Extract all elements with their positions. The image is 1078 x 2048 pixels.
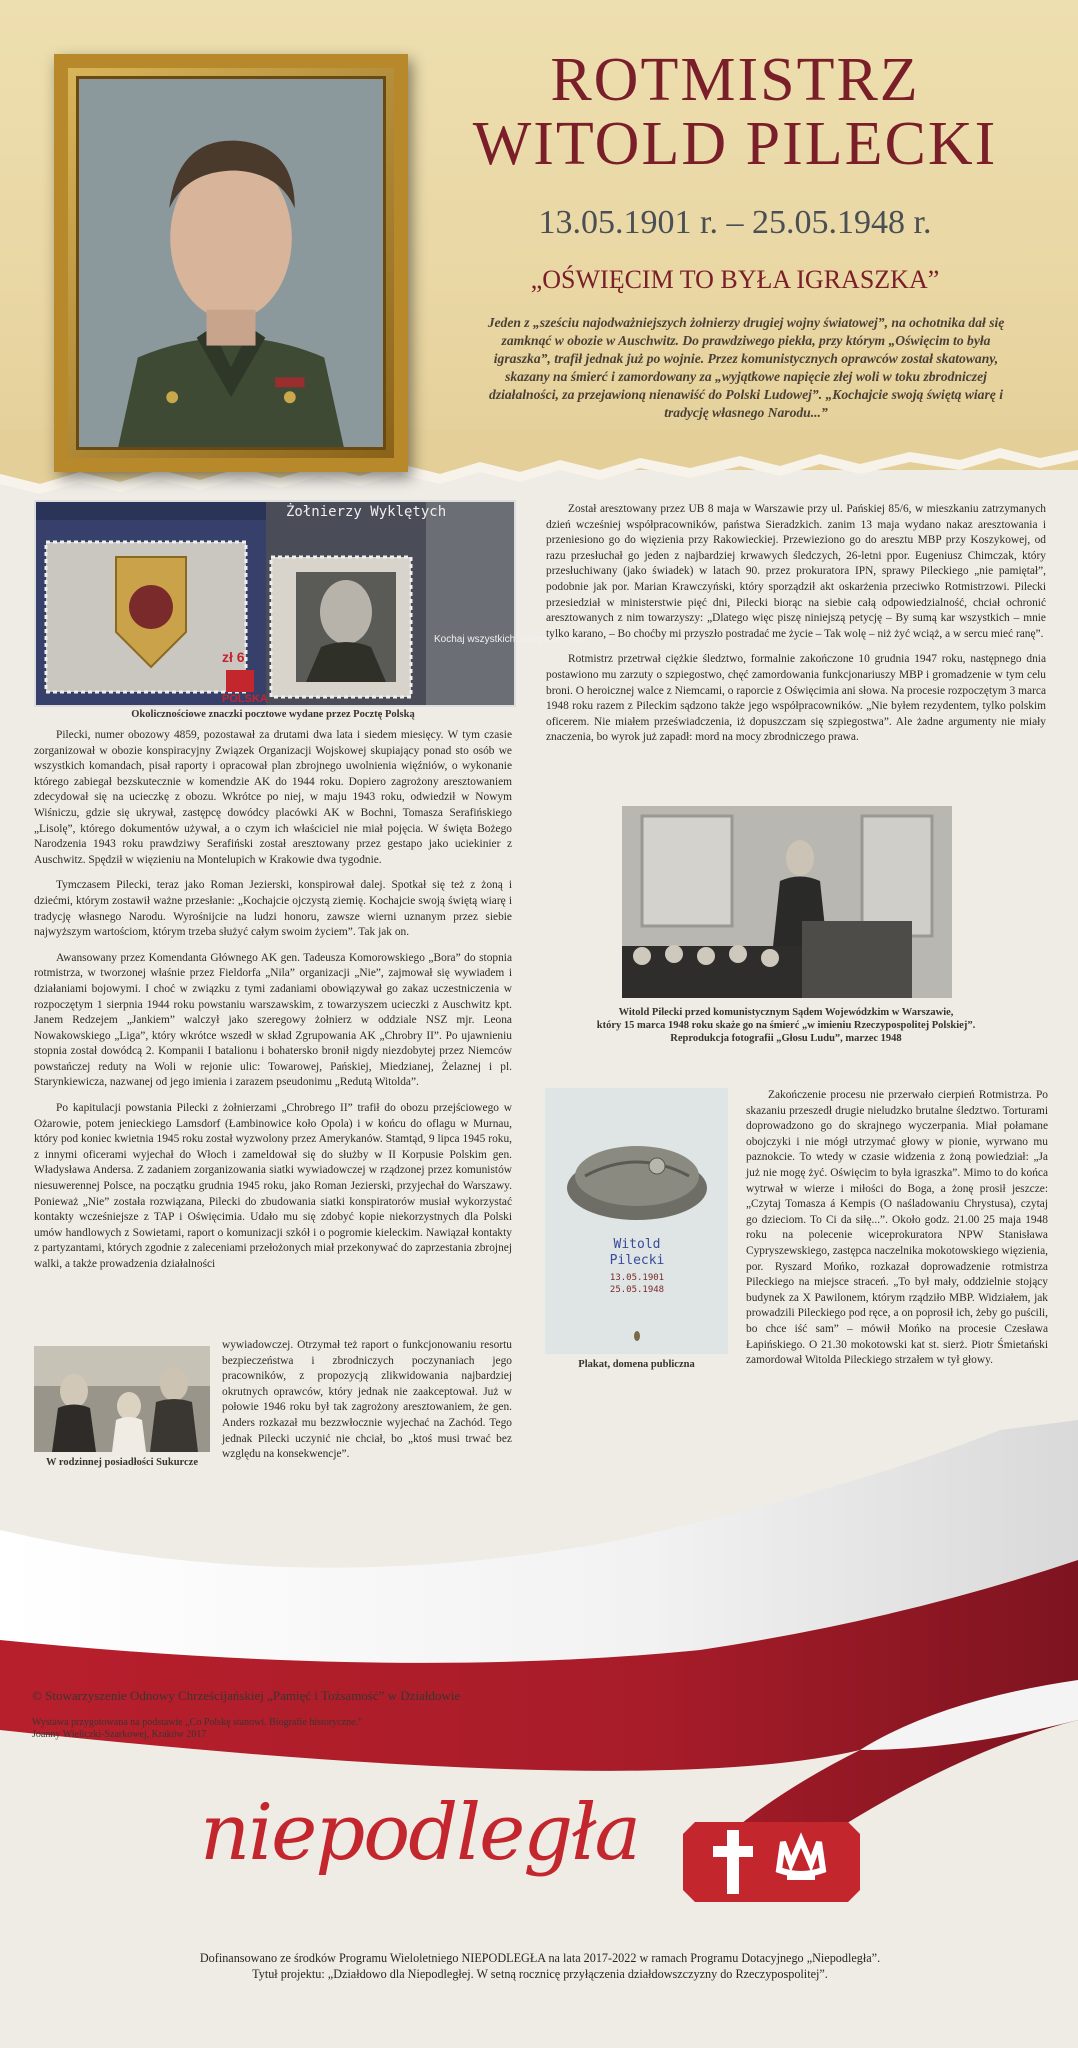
court-caption-line2: który 15 marca 1948 roku skaże go na śmierć „w imieniu Rzeczypospolitej Polskiej”.	[596, 1020, 976, 1031]
poster-date2: 25.05.1948	[609, 1285, 665, 1295]
copyright-text: © Stowarzyszenie Odnowy Chrześcijańskiej „Pamięć i Tożsamość” w Działdowie	[32, 1688, 461, 1703]
poster-name-line2: Pilecki	[609, 1253, 665, 1268]
right-paragraph-2: Rotmistrz przetrwał ciężkie śledztwo, formalnie zakończone 10 grudnia 1947 roku, następnego dnia postawiono mu zarzuty o szpiegostwo, chęć zamordowania funkcjonariuszy MBP i gromadzenie w tym celu broni. O heroicznej walce z Niemcami, o raporcie z Oświęcimia ani słowa. Na procesie rozpoczętym 3 marca 1948 roku razem z Pileckim sądzono także jego współpracowników. „Nie byłem rezydentem, tylko polskim oficerem. Nie miałem przeświadczenia, iż dopuszczam się szpiegostwa”. Ale żadne argumenty nie miały znaczenia, bo wyrok już zapadł: mord na mocy zbrodniczego prawa.	[546, 653, 1046, 744]
right-paragraph-1: Został aresztowany przez UB 8 maja w Warszawie przy ul. Pańskiej 85/6, w mieszkaniu zatrzymanych dzień wcześniej współpracowników, państwa Sieradzkich. zanim 13 maja wydano nakaz aresztowania i przeniesiono go do więzienia przy Rakowieckiej. Przewieziono go do aresztu MBP przy Koszykowej, od razu przesłuchał go jeden z najbardziej krwawych śledczych, 26-letni ppor. Eugeniusz Chimczak, który przesłuchiwany (jako świadek) w latach 90. przez prokuratora IPN, sprawy Pileckiego „nie pamiętał”, podobnie jak por. Marian Krawczyński, który sporządził akt oskarżenia przeciwko Rotmistrzowi. Pilecki przesiedział w ministerstwie pięć dni, Pilecki biorąc na siebie całą odpowiedzialność, chciał ochronić aresztowanych z nim towarzyszy: „Dlatego więc piszę niniejszą petycję – By sumą kar wszystkich – mnie tylko karano, – Bo choćby mi przyszło postradać me życie – Tak wolę – niż żyć wciąż, a w sercu mieć ranę”.	[546, 503, 1046, 640]
motto-heading: „OŚWIĘCIM TO BYŁA IGRASZKA”	[530, 265, 940, 294]
court-photo	[622, 806, 952, 998]
intro-text: Jeden z „sześciu najodważniejszych żołnierzy drugiej wojny światowej”, na ochotnika dał się zamknąć w obozie w Auschwitz. Do prawdziwego piekła, przy którym „Oświęcim to była igraszka”, trafił jednak już po wojnie. Przez komunistycznych oprawców został skatowany, skazany na śmierć i zamordowany za „wyjątkowe napięcie złej woli w toku zbrodniczej działalności, za przejawioną nienawiść do Polski Ludowej”. „Kochajcie swoją świętą wiarę i tradycję własnego Narodu...”	[487, 315, 1005, 420]
family-caption: W rodzinnej posiadłości Sukurcze	[46, 1457, 198, 1468]
footer	[40, 1950, 1040, 1982]
stamp-image	[34, 500, 587, 707]
court-caption	[566, 1006, 1006, 1045]
stamp-denomination: zł 6	[222, 649, 245, 665]
left-paragraph-2: Tymczasem Pilecki, teraz jako Roman Jezierski, konspirował dalej. Spotkał się też z żoną i dziećmi, którym zostawił ważne przesłanie: „Kochajcie ojczystą ziemię. Kochajcie swoją świętą wiarę i tradycję własnego Narodu. Wyrośnijcie na ludzi honoru, zawsze wierni uznanym przez siebie najwyższym wartościom, którym trzeba służyć całym swoim życiem”. Tak jak on.	[34, 879, 512, 939]
left-column-tail: wywiadowczej. Otrzymał też raport o funkcjonowaniu resortu bezpieczeństwa i zbrodniczych poczynaniach jego pracowników, z propozycją zlikwidowania najbardziej okrutnych oprawców, który jednak nie zaakceptował. Już w połowie 1946 roku był tak zagrożony aresztowaniem, że gen. Anders rozkazał mu bezzwłocznie wyjechać na Zachód. Tego jednak Pilecki uczynić nie chciał, bo „ktoś musi trwać bez względu na konsekwencje”.	[222, 1339, 512, 1461]
cross-crown-logo	[683, 1822, 860, 1902]
title-line1: ROTMISTRZ	[550, 46, 920, 114]
left-paragraph-4: Po kapitulacji powstania Pilecki z żołnierzami „Chrobrego II” trafił do obozu przejściowego w Ożarowie, potem jenieckiego Lamsdorf (Łambinowice koło Opola) i w końcu do oflagu w Murnau, który pod koniec kwietnia 1945 roku został wyzwolony przez Amerykanów. Stamtąd, 9 lipca 1945 roku, z innymi oficerami wyjechał do Włoch i zameldował się do służby w II Korpusie Polskim gen. Władysława Andersa. Z zadaniem zorganizowania siatki wywiadowczej w rządzonej przez komunistów niesuwerennej Polsce, na początku grudnia 1945 roku, jako Roman Jezierski, przyjechał do Warszawy. Ponieważ „Nie” została rozwiązana, Pilecki do zbudowania siatki konspiratorów musiał wykorzystać kontakty wcześniejsze z TAP i Oświęcimia. Udało mu się zdobyć kopie niekorzystnych dla Polski umów handlowych z Sowietami, raport o komunizacji szkół i o pogromie kieleckim. Nawiązał kontakty z partyzantami, których zgodnie z zaleceniami przełożonych miał przekonywać do zaprzestania zbrojnej walki, a także prowadzenia działalności	[34, 1102, 512, 1270]
court-caption-line3: Reprodukcja fotografii „Głosu Ludu”, marzec 1948	[670, 1033, 902, 1044]
poster-image	[545, 1088, 728, 1354]
left-column	[34, 728, 512, 1283]
footer-line2: Tytuł projektu: „Działdowo dla Niepodległej. W setną rocznicę przyłączenia działdowszczyzny do Rzeczypospolitej”.	[252, 1967, 828, 1981]
stamp-caption: Okolicznościowe znaczki pocztowe wydane przez Pocztę Polską	[131, 709, 415, 720]
right-lower-text	[746, 1088, 1048, 1379]
left-paragraph-1: Pilecki, numer obozowy 4859, pozostawał za drutami dwa lata i siedem miesięcy. W tym czasie zorganizował w obozie konspiracyjny Związek Organizacji Wojskowej skupiający ponad sto osób we wszystkich komandach, pisał raporty i opracował plan zbrojnego uwolnienia więźniów, o wykonanie którego zabiegał bezskutecznie w komendzie AK do 1944 roku. Dopiero zagrożony aresztowaniem zdecydował się na ucieczkę z obozu. Wkrótce po niej, w maju 1943 roku, odwiedził w Nowym Wiśniczu, gdzie się ukrywał, zastępcę dowódcy placówki AK w Bochni, Tomasza Serafińskiego „Lisolę”, którego dokumentów używał, a o czym ich właściciel nie miał pojęcia. W święta Bożego Narodzenia 1943 roku prawdziwy Serafiński został aresztowany przez gestapo jako uciekinier z Auschwitz. Spędził w więzieniu na Montelupich w Krakowie dwa tygodnie.	[34, 729, 512, 866]
poster-name-line1: Witold	[613, 1237, 661, 1252]
portrait-photo	[76, 76, 386, 450]
footer-line1: Dofinansowano ze środków Programu Wieloletniego NIEPODLEGŁA na lata 2017-2022 w ramach Programu Dotacyjnego „Niepodległa”.	[199, 1951, 881, 1965]
left-paragraph-3: Awansowany przez Komendanta Głównego AK gen. Tadeusza Komorowskiego „Bora” do stopnia rotmistrza, w tworzonej właśnie przez Fieldorfa „Nila” organizacji „Nie”, zajmował się wywiadem i działaniami bojowymi. I choć w związku z tymi zadaniami obowiązywał go zakaz uczestniczenia w rozpoczętym 1 sierpnia 1944 roku powstaniu warszawskim, z towarzyszem ucieczki z Auschwitz kpt. Janem Redzejem „Jankiem” walczył jako szeregowy żołnierz w oddziale NSZ mjr. Leona Nowakowskiego „Liga”, który wkrótce wszedł w skład Zgrupowania AK „Chrobry II”. Po ujawnieniu stopnia został dowódcą 2. Kompanii I batalionu i bohatersko bronił nigdy niezdobytej przez Niemców powstańczej reduty na Woli w rejonie ulic: Towarowej, Pańskiej, Miedzianej, Żelaznej i pl. Starynkiewicza, nazwanej od jego imienia i zarazem pseudonimu „Redutą Witolda”.	[34, 951, 512, 1089]
source-note	[32, 1717, 362, 1741]
niepodlegla-logo: niepodległa	[200, 1788, 639, 1878]
court-caption-line1: Witold Pilecki przed komunistycznym Sądem Wojewódzkim w Warszawie,	[618, 1007, 954, 1018]
right-lower-paragraph: Zakończenie procesu nie przerwało cierpień Rotmistrza. Po skazaniu przeszedł drugie nieludzko brutalne śledztwo. Torturami doprowadzono go do skrajnego wyczerpania. Miał połamane obojczyki i nie mógł utrzymać głowy w pionie, wyrwano mu paznokcie. To wtedy w czasie widzenia z żoną powiedział: „Ja już nie mogę żyć. Oświęcim to była igraszka”. Mimo to do końca wytrwał w wierze i miłości do Boga, a żonę prosił jeszcze: „Czytaj Tomasza á Kempis (O naśladowaniu Chrystusa), czytaj go dzieciom. To Ci da siłę...”. Około godz. 21.00 25 maja 1948 roku na polecenie wiceprokuratora NPW Stanisława Cypryszewskiego, zastępca naczelnika mokotowskiego więzienia, por. Ryszard Mońko, rozkazał doprowadzenie rotmistrza Pileckiego na miejsce straceń. „To był mały, oddzielnie stojący budynek za X Pawilonem, którym rządziło MBP. Widziałem, jak prowadzili Pileckiego pod ręce, a on poprosił ich, żeby go puścili, bo chce iść sam” – mówił Mońko na procesie Czesława Łapińskiego. O 21.30 mokotowski kat st. sierż. Piotr Śmietański zamordował Witolda Pileckiego strzałem w tył głowy.	[746, 1089, 1048, 1367]
portrait-frame	[54, 54, 408, 472]
source-note-line1: Wystawa przygotowana na podstawie „Co Polskę stanowi. Biografie historyczne.”	[32, 1717, 363, 1728]
source-note-line2: Joanny Wieliczki-Szarkowej, Kraków 2017	[32, 1729, 207, 1740]
poster-caption: Plakat, domena publiczna	[578, 1359, 695, 1370]
page-title	[430, 48, 1040, 176]
stamp-side-text: Kochaj wszystkich, wszystkim służ	[434, 634, 587, 645]
title-line2: WITOLD PILECKI	[472, 110, 998, 178]
life-dates: 13.05.1901 r. – 25.05.1948 r.	[538, 204, 932, 241]
right-column	[546, 502, 1046, 756]
stamp-top-text: Żołnierzy Wyklętych	[286, 504, 447, 520]
stamp-brand: POLSKA	[222, 693, 268, 705]
poster-date1: 13.05.1901	[609, 1273, 665, 1283]
